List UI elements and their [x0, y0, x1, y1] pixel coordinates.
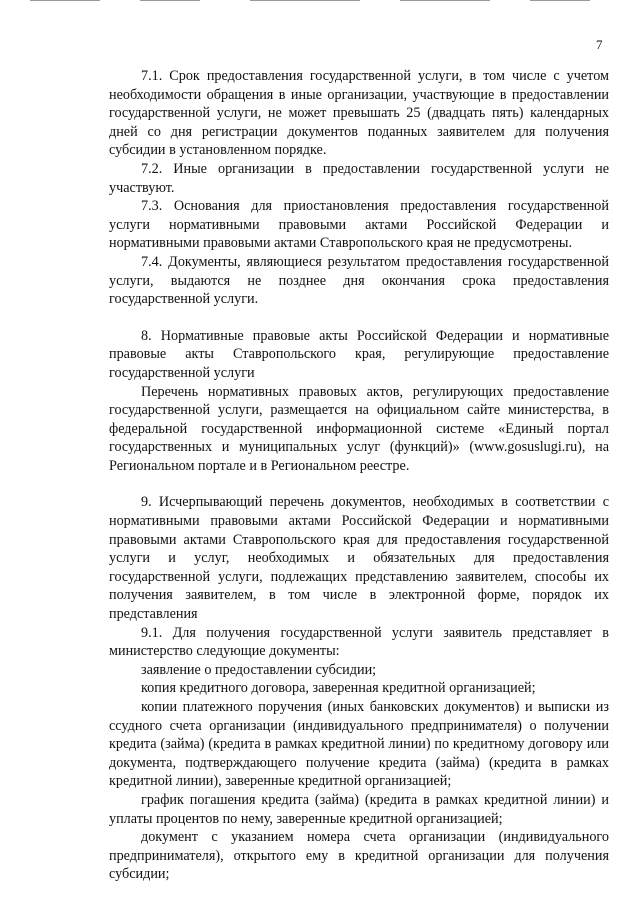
scan-edge-marks [0, 0, 639, 3]
paragraph: 8. Нормативные правовые акты Российской Федерации и нормативные правовые акты Ставропольского края, регулирующие предоставление государственной услуги [109, 327, 609, 381]
paragraph: Перечень нормативных правовых актов, регулирующих предоставление государственной услуги, размещается на официальном сайте министерства, в федеральной государственной информационной системе «Единый портал государственных и муниципальных услуг (функций)» (www.gosuslugi.ru), на Региональном портале и в Региональном реестре. [109, 383, 609, 474]
paragraph: 7.3. Основания для приостановления предоставления государственной услуги нормативными правовыми актами Российской Федерации и нормативными правовыми актами Ставропольского края не предусмотрены. [109, 198, 609, 252]
paragraph: заявление о предоставлении субсидии; [141, 661, 377, 678]
paragraph: 9.1. Для получения государственной услуги заявитель представляет в министерство следующие документы: [109, 624, 609, 660]
paragraph: копии платежного поручения (иных банковских документов) и выписки из ссудного счета организации (индивидуального предпринимателя) о получении кредита (займа) (кредита в рамках кредитной линии) по кредитному договору или документа, подтверждающего получение кредита (займа) (кредита в рамках кредитной линии), заверенные кредитной организацией; [109, 699, 609, 790]
document-body [109, 67, 609, 884]
paragraph: 7.2. Иные организации в предоставлении государственной услуги не участвуют. [109, 160, 609, 196]
paragraph: документ с указанием номера счета организации (индивидуального предпринимателя), открытого ему в кредитной организации для получения субсидии; [109, 829, 609, 883]
paragraph: 9. Исчерпывающий перечень документов, необходимых в соответствии с нормативными правовыми актами Российской Федерации и нормативными правовыми актами Ставропольского края для предоставления государственной услуги и услуг, необходимых и обязательных для предоставления государственной услуги, подлежащих представлению заявителем, способы их получения заявителем, в том числе в электронной форме, порядок их представления [109, 494, 609, 623]
paragraph: копия кредитного договора, заверенная кредитной организацией; [141, 680, 536, 697]
paragraph: 7.4. Документы, являющиеся результатом предоставления государственной услуги, выдаются не позднее дня окончания срока предоставления государственной услуги. [109, 253, 609, 308]
paragraph: график погашения кредита (займа) (кредита в рамках кредитной линии) и уплаты процентов по нему, заверенные кредитной организацией; [109, 791, 609, 827]
page-number: 7 [596, 37, 603, 52]
paragraph: 7.1. Срок предоставления государственной услуги, в том числе с учетом необходимости обращения в иные организации, участвующие в предоставлении государственной услуги, не может превышать 25 (двадцать пять) календарных дней со дня регистрации документов поданных заявителем для получения субсидии в установленном порядке. [109, 68, 609, 159]
